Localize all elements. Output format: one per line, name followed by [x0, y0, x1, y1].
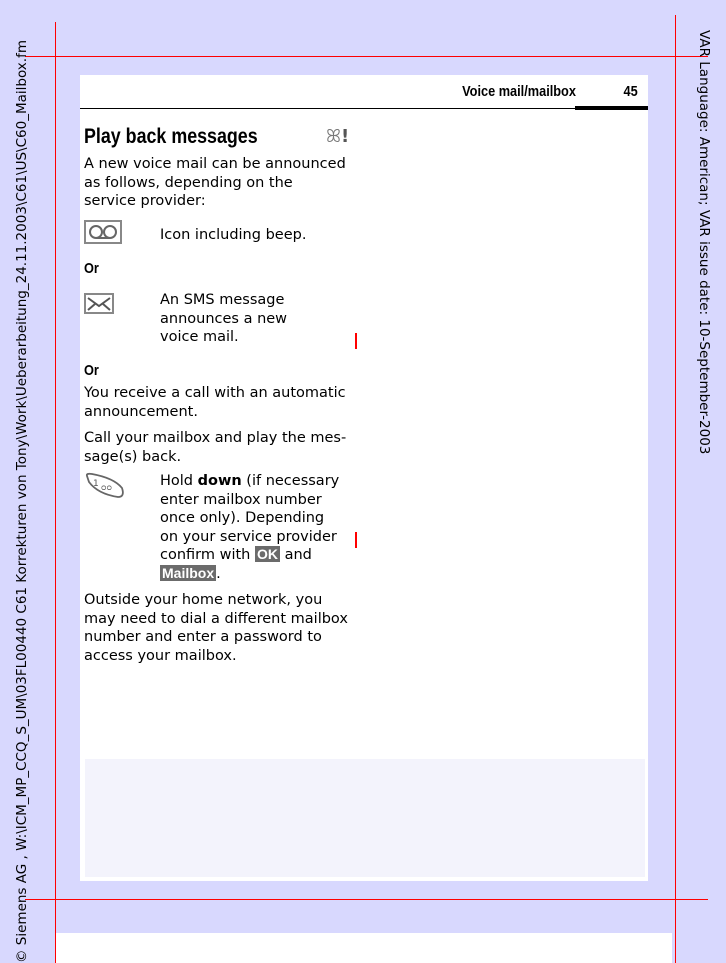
header-page-number: 45: [623, 83, 638, 100]
next-page: [56, 933, 672, 963]
hold-instructions: Hold down (if necessary enter mailbox number once only). Depending on your service provider confirm with OK and Mailbox .: [160, 473, 340, 582]
margin-file-path: © Siemens AG , W:\ICM_MP_CCQ_S_UM\03FL00440 C61 Korrekturen von Tony\Work\Ueberarbeitung_24.11.2003\C61\US\C60_Mailbox.fm: [14, 40, 30, 963]
svg-text:1: 1: [93, 479, 99, 489]
sms-envelope-icon: [84, 293, 114, 314]
page: [80, 75, 648, 881]
page-title: Play back messages: [84, 125, 258, 148]
or-label: Or: [84, 362, 99, 379]
svg-text:ᴑᴑ: ᴑᴑ: [101, 483, 112, 492]
header-tab-bar: [575, 106, 648, 110]
crop-line: [25, 56, 708, 57]
call-text: You receive a call with an automatic announcement.: [84, 385, 346, 420]
item-text: Icon including beep.: [160, 227, 307, 243]
ok-softkey: OK: [256, 546, 278, 562]
margin-var-info: VAR Language: American; VAR issue date: 10-September-2003: [696, 30, 712, 455]
key-1-mailbox-icon: [84, 472, 126, 504]
crop-line: [25, 899, 708, 900]
mailbox-softkey: Mailbox: [162, 564, 215, 581]
header-rule: [80, 108, 648, 109]
intro-text: A new voice mail can be announced as follows, depending on the service provider:: [84, 156, 346, 209]
header-section: Voice mail/mailbox: [462, 83, 576, 100]
voicemail-icon: [84, 220, 122, 244]
network-service-icon: ꕤ!: [326, 126, 350, 147]
crop-line: [675, 15, 676, 963]
crop-line: [55, 22, 56, 963]
change-bar: [355, 333, 357, 349]
outside-network-text: Outside your home network, you may need to dial a different mailbox number and enter a password to access your mailbox.: [84, 592, 348, 664]
or-label: Or: [84, 260, 99, 277]
call-mailbox-text: Call your mailbox and play the mes-sage(s) back.: [84, 430, 347, 465]
change-bar: [355, 532, 357, 548]
item-text: An SMS message announces a new voice mail.: [160, 292, 288, 345]
footer-area: [85, 759, 645, 877]
